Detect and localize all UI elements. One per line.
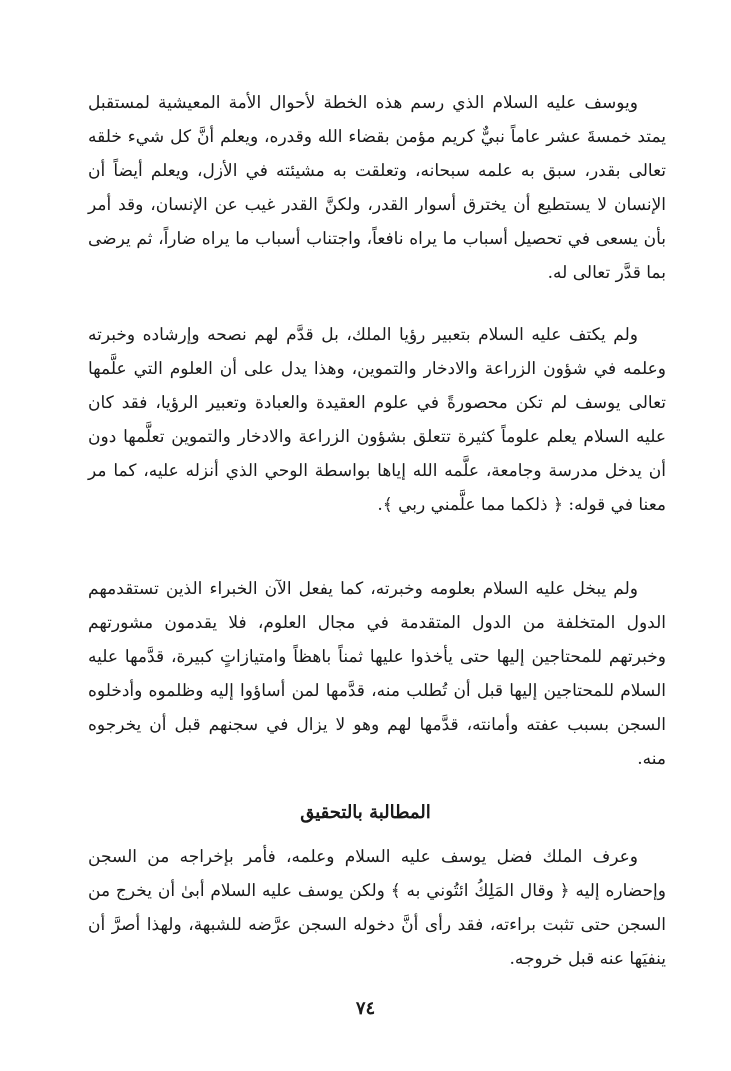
paragraph-3: ولم يبخل عليه السلام بعلومه وخبرته، كما يفعل الآن الخبراء الذين تستقدمهم الدول المتخلفة من الدول المتقدمة في مجال العلوم، فلا يقدمون مشورتهم وخبرتهم للمحتاجين إليها حتى يأخذوا عليها ثمناً باهظاً وامتيازاتٍ كبيرة، قدَّمها عليه السلام للمحتاجين إليها قبل أن تُطلب منه، قدَّمها لمن أساؤوا إليه وظلموه وأدخلوه السجن بسبب عفته وأمانته، قدَّمها لهم وهو لا يزال في سجنهم قبل أن يخرجوه منه. bbox=[88, 579, 666, 769]
paragraph-4: وعرف الملك فضل يوسف عليه السلام وعلمه، فأمر بإخراجه من السجن وإحضاره إليه ﴿ وقال المَلِكُ ائتُوني به ﴾ ولكن يوسف عليه السلام أبىٰ أن يخرج من السجن حتى تثبت براءته، فقد رأى أنَّ دخوله السجن عرَّضه للشبهة، ولهذا أصرَّ أن ينفيَها عنه قبل خروجه. bbox=[88, 847, 666, 969]
paragraph-1: ويوسف عليه السلام الذي رسم هذه الخطة لأحوال الأمة المعيشية لمستقبل يمتد خمسةَ عشر عاماً نبيٌّ كريم مؤمن بقضاء الله وقدره، ويعلم أنَّ كل شيء خلقه تعالى بقدر، سبق به علمه سبحانه، وتعلقت به مشيئته في الأزل، ويعلم أيضاً أن الإنسان لا يستطيع أن يخترق أسوار القدر، ولكنَّ القدر غيب عن الإنسان، وقد أمر بأن يسعى في تحصيل أسباب ما يراه نافعاً، واجتناب أسباب ما يراه ضاراً، ثم يرضى بما قدَّر تعالى له. bbox=[88, 93, 666, 283]
paragraph-block bbox=[88, 572, 666, 776]
paragraph-2: ولم يكتف عليه السلام بتعبير رؤيا الملك، بل قدَّم لهم نصحه وإرشاده وخبرته وعلمه في شؤون الزراعة والادخار والتموين، وهذا يدل على أن العلوم التي علَّمها تعالى يوسف لم تكن محصورةً في علوم العقيدة والعبادة وتعبير الرؤيا، فقد كان عليه السلام يعلم علوماً كثيرة تتعلق بشؤون الزراعة والادخار والتموين تعلَّمها دون أن يدخل مدرسة وجامعة، علَّمه الله إياها بواسطة الوحي الذي أنزله عليه، كما مر معنا في قوله: ﴿ ذلكما مما علَّمني ربي ﴾. bbox=[88, 325, 666, 515]
paragraph-block bbox=[88, 86, 666, 290]
section-heading: المطالبة بالتحقيق bbox=[300, 802, 431, 823]
paragraph-block bbox=[88, 318, 666, 522]
paragraph-block bbox=[88, 840, 666, 976]
page-number: ٧٤ bbox=[355, 998, 376, 1019]
